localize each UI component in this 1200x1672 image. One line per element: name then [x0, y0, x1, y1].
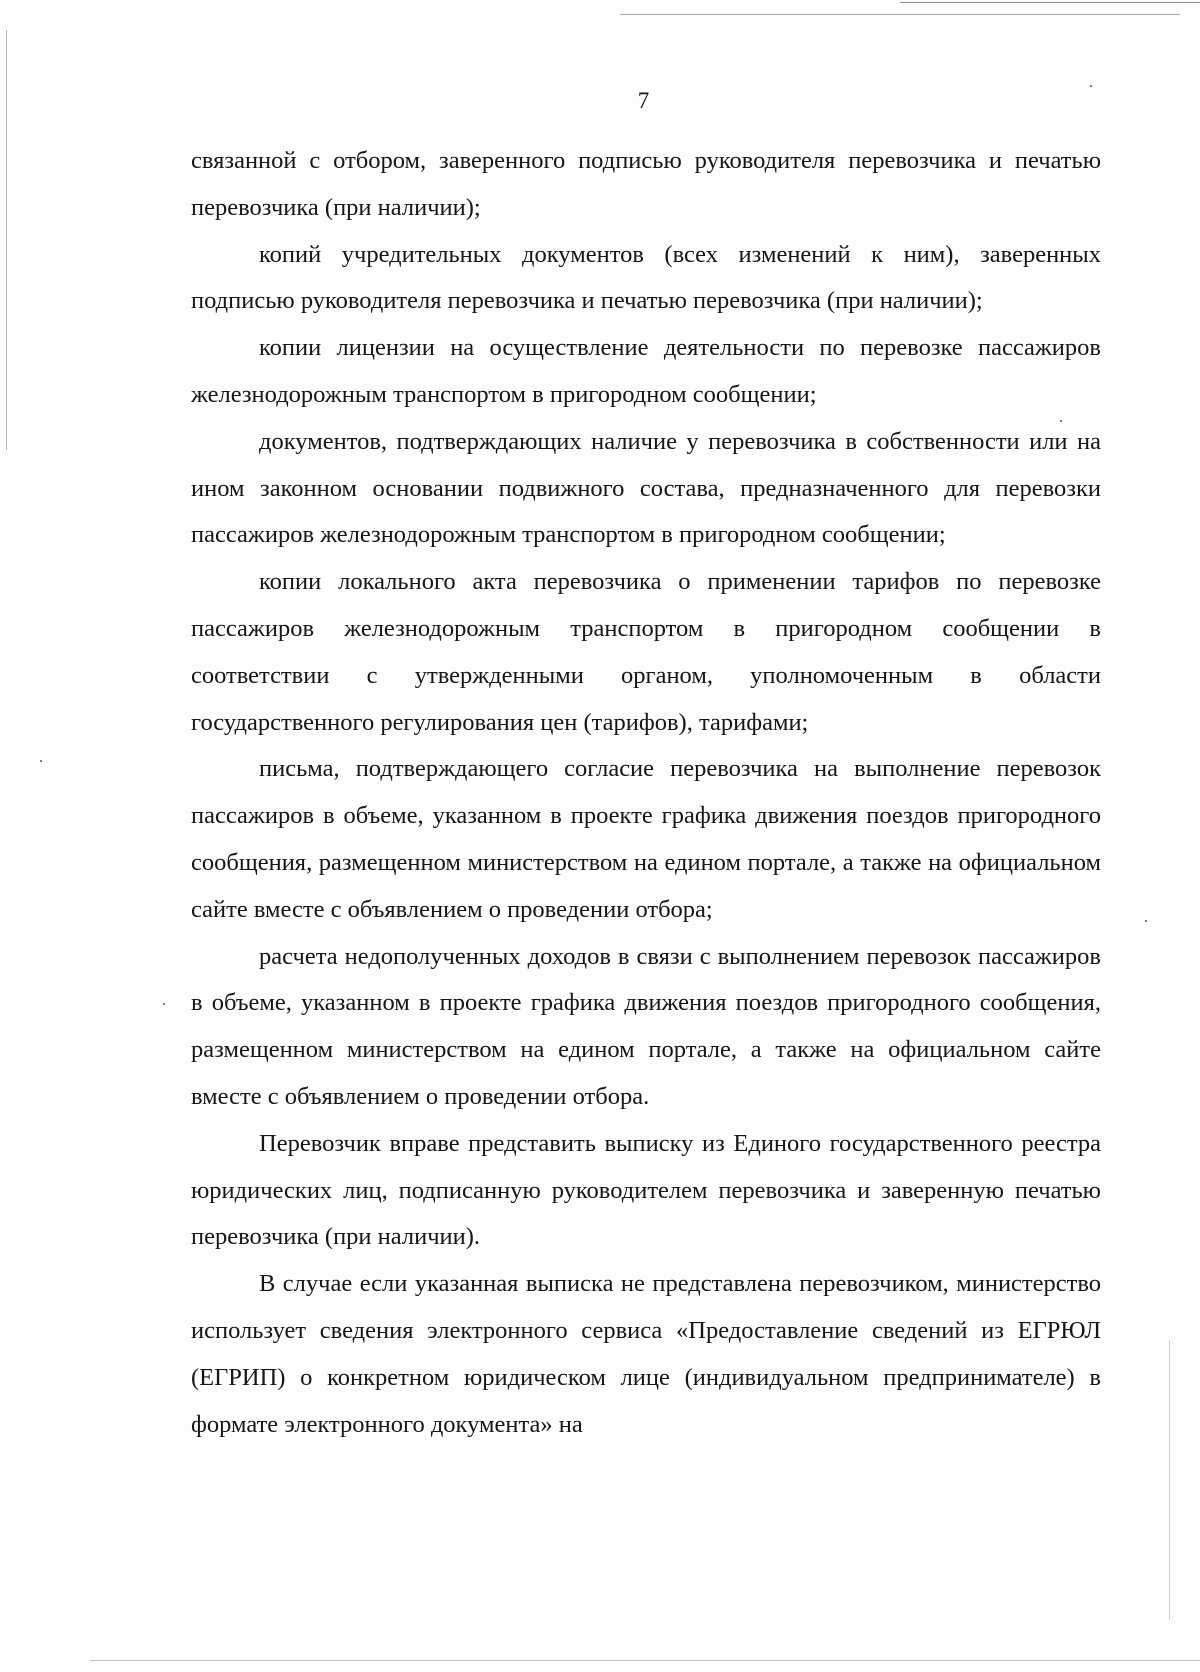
paragraph: Перевозчик вправе представить выписку из Единого государственного реестра юридических лиц, подписанную руководителем перевозчика и заверенную печатью перевозчика (при наличии). [191, 1129, 1101, 1251]
paragraph: копии локального акта перевозчика о применении тарифов по перевозке пассажиров железнодорожным транспортом в пригородном сообщении в соответствии с утвержденными органом, уполномоченным в области государственного регулирования цен (тарифов), тарифами; [191, 568, 1101, 736]
scan-speck [40, 760, 42, 762]
scan-artifact-edge [1169, 1340, 1170, 1620]
paragraph: письма, подтверждающего согласие перевозчика на выполнение перевозок пассажиров в объеме, указанном в проекте графика движения поездов пригородного сообщения, размещенном министерством на едином портале, а также на официальном сайте вместе с объявлением о проведении отбора; [191, 755, 1101, 923]
scan-artifact-line [900, 2, 1200, 3]
scan-speck [163, 1003, 165, 1005]
paragraph: документов, подтверждающих наличие у перевозчика в собственности или на ином законном основании подвижного состава, предназначенного для перевозки пассажиров железнодорожным транспортом в пригородном сообщении; [191, 427, 1101, 549]
page-number: 7 [637, 88, 650, 113]
scan-artifact-line [620, 14, 1180, 15]
scan-speck [1145, 920, 1147, 922]
paragraph: В случае если указанная выписка не представлена перевозчиком, министерство использует сведения электронного сервиса «Предоставление сведений из ЕГРЮЛ (ЕГРИП) о конкретном юридическом лице (индивидуальном предпринимателе) в формате электронного документа» на [191, 1270, 1101, 1438]
paragraph: копий учредительных документов (всех изменений к ним), заверенных подписью руководителя перевозчика и печатью перевозчика (при наличии); [191, 240, 1101, 315]
scan-artifact-line [90, 1660, 1200, 1661]
paragraph: расчета недополученных доходов в связи с выполнением перевозок пассажиров в объеме, указанном в проекте графика движения поездов пригородного сообщения, размещенном министерством на едином портале, а также на официальном сайте вместе с объявлением о проведении отбора. [191, 942, 1101, 1110]
paragraph: копии лицензии на осуществление деятельности по перевозке пассажиров железнодорожным транспортом в пригородном сообщении; [191, 334, 1101, 408]
document-body [191, 138, 1101, 1448]
paragraph: связанной с отбором, заверенного подписью руководителя перевозчика и печатью перевозчика (при наличии); [191, 147, 1101, 221]
